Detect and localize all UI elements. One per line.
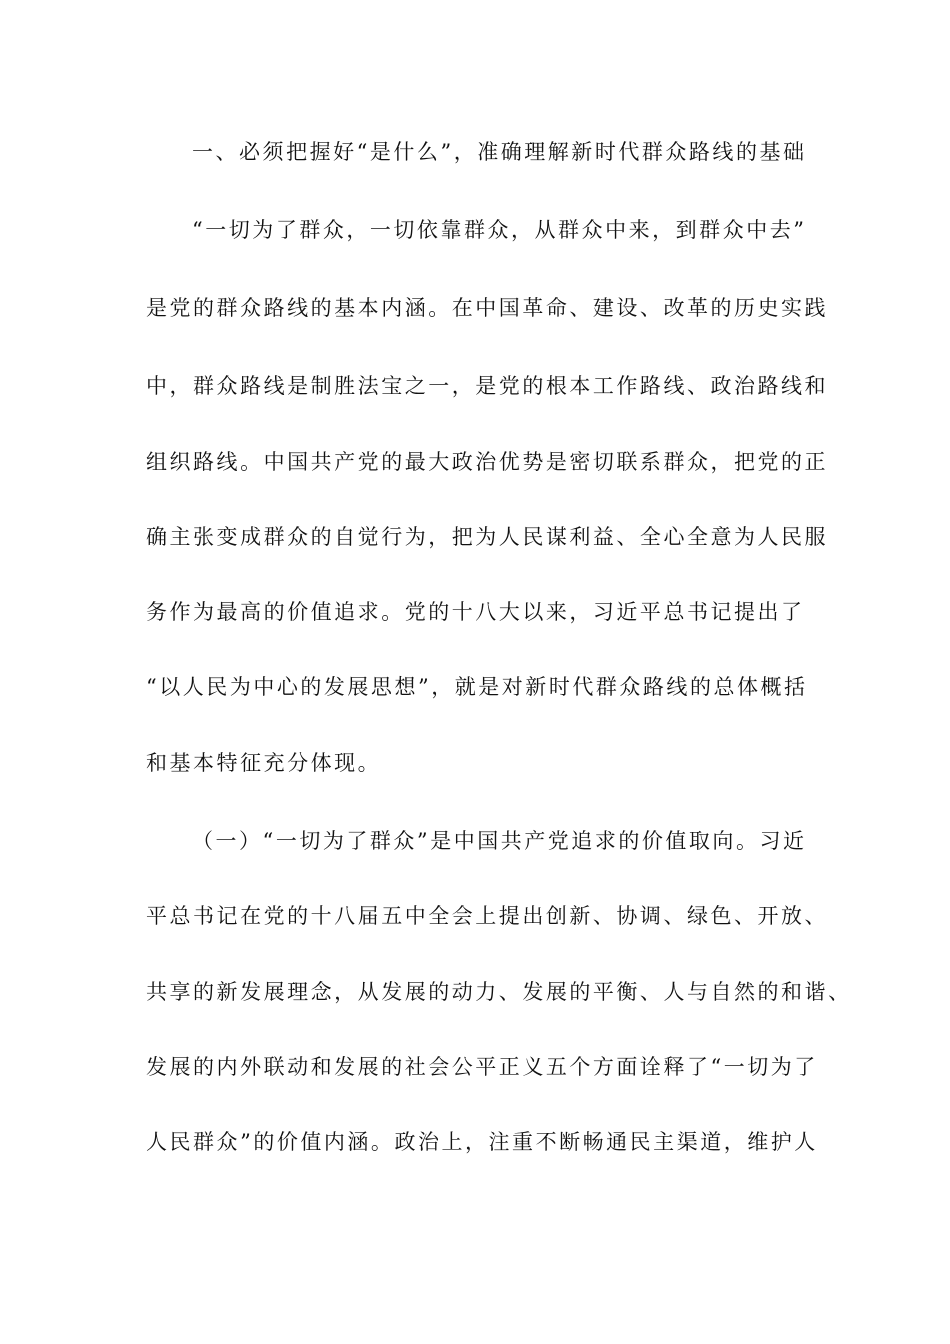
section-heading: 一、必须把握好“是什么”，准确理解新时代群众路线的基础: [192, 140, 807, 164]
paragraph-2-line-5: 人民群众”的价值内涵。政治上，注重不断畅通民主渠道，维护人: [146, 1130, 818, 1154]
paragraph-2-line-3: 共享的新发展理念，从发展的动力、发展的平衡、人与自然的和谐、: [146, 980, 852, 1004]
paragraph-2-line-4: 发展的内外联动和发展的社会公平正义五个方面诠释了“一切为了: [146, 1055, 818, 1079]
paragraph-1-line-1: “一切为了群众，一切依靠群众，从群众中来，到群众中去”: [192, 218, 807, 242]
paragraph-2-line-2: 平总书记在党的十八届五中全会上提出创新、协调、绿色、开放、: [146, 904, 829, 928]
paragraph-1-line-6: 务作为最高的价值追求。党的十八大以来，习近平总书记提出了: [146, 600, 805, 624]
paragraph-1-line-4: 组织路线。中国共产党的最大政治优势是密切联系群众，把党的正: [146, 450, 829, 474]
paragraph-1-line-3: 中，群众路线是制胜法宝之一，是党的根本工作路线、政治路线和: [146, 374, 829, 398]
paragraph-1-line-5: 确主张变成群众的自觉行为，把为人民谋利益、全心全意为人民服: [146, 525, 829, 549]
paragraph-1-line-2: 是党的群众路线的基本内涵。在中国革命、建设、改革的历史实践: [146, 296, 829, 320]
paragraph-1-line-7: “以人民为中心的发展思想”，就是对新时代群众路线的总体概括: [146, 675, 808, 699]
paragraph-1-line-8: 和基本特征充分体现。: [146, 751, 382, 775]
paragraph-2-line-1: （一）“一切为了群众”是中国共产党追求的价值取向。习近: [192, 829, 807, 853]
